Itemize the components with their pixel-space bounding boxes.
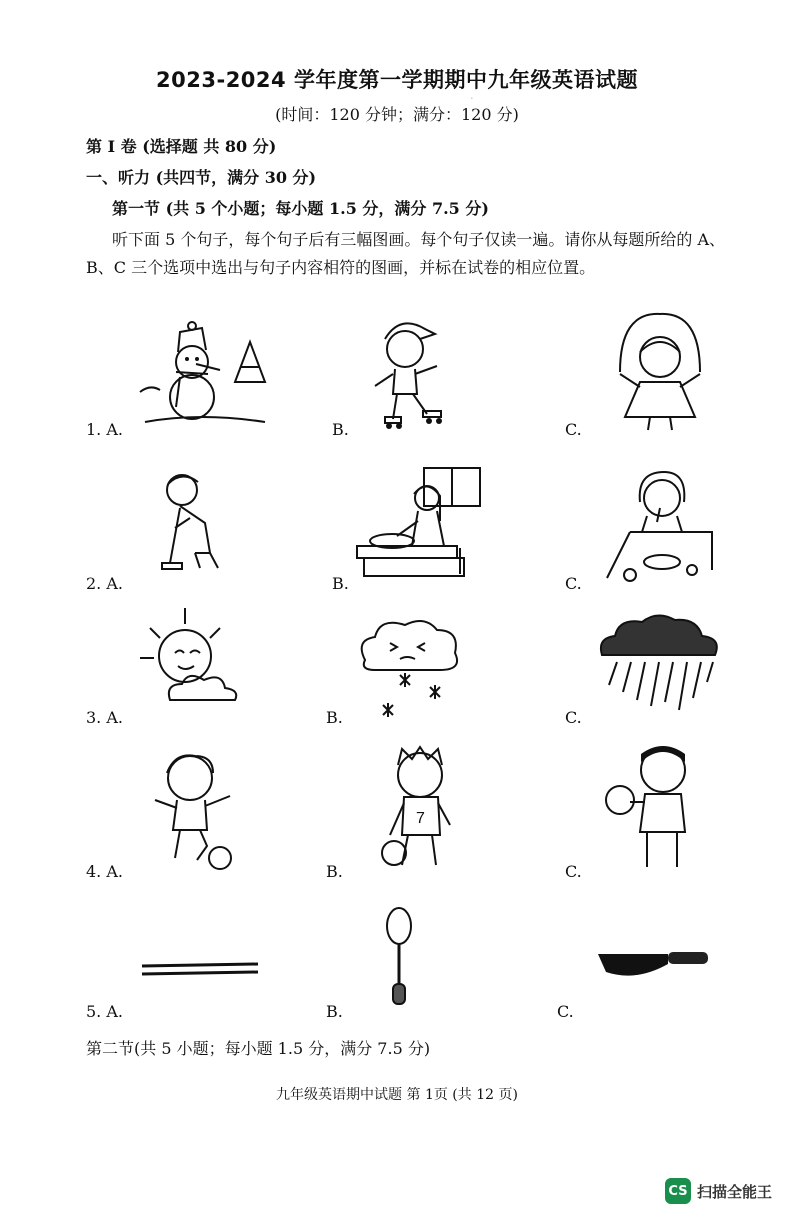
option-5a-label: 5. A. [86,1002,123,1021]
option-1c-label: C. [565,420,582,439]
option-2b-label: B. [332,574,349,593]
svg-text:7: 7 [416,810,425,827]
cooking-woman-icon [352,466,482,581]
option-5c-label: C. [557,1002,574,1021]
sweeping-boy-icon [150,468,240,578]
scanner-watermark [665,1178,772,1204]
option-4b-label: B. [326,862,343,881]
bleed-through-text: . [470,88,474,103]
option-4c-label: C. [565,862,582,881]
option-4a-label: 4. A. [86,862,123,881]
option-5b-label: B. [326,1002,343,1021]
option-3a-label: 3. A. [86,708,123,727]
snow-cloud-icon [355,615,465,720]
snowman-icon [140,322,270,432]
exam-title: 2023-2024 学年度第一学期期中九年级英语试题 [156,68,638,92]
chopsticks-icon [140,960,260,980]
listening-heading: 一、听力 (共四节，满分 30 分) [86,168,317,187]
rain-cloud-icon [597,610,727,720]
spoon-icon [382,906,416,1006]
option-2c-label: C. [565,574,582,593]
soccer-boy-icon [145,748,245,873]
volleyball-boy-icon [605,742,700,872]
part-heading: 第 I 卷 (选择题 共 80 分) [86,137,277,156]
sun-cloud-icon [140,608,250,708]
scanner-app-name: 扫描全能王 [696,1182,772,1201]
option-1b-label: B. [332,420,349,439]
option-3b-label: B. [326,708,343,727]
option-1a-label: 1. A. [86,420,123,439]
cs-logo-icon: CS [665,1178,691,1204]
section2-heading: 第二节(共 5 小题；每小题 1.5 分，满分 7.5 分) [86,1039,431,1058]
page-footer: 九年级英语期中试题 第 1页 (共 12 页) [276,1087,518,1103]
instruction-line1: 听下面 5 个句子，每个句子后有三幅图画。每个句子仅读一遍。请你从每题所给的 A、 [112,230,725,249]
option-3c-label: C. [565,708,582,727]
exam-subtitle: (时间：120 分钟；满分：120 分) [275,105,519,124]
knife-icon [596,942,711,982]
eating-girl-icon [602,470,717,582]
roller-skating-boy-icon [365,314,455,432]
basketball-boy-icon [372,745,472,875]
instruction-line2: B、C 三个选项中选出与句子内容相符的图画，并标在试卷的相应位置。 [86,258,596,277]
option-2a-label: 2. A. [86,574,123,593]
section1-heading: 第一节 (共 5 个小题；每小题 1.5 分，满分 7.5 分) [112,199,489,218]
jump-rope-girl-icon [610,312,710,432]
